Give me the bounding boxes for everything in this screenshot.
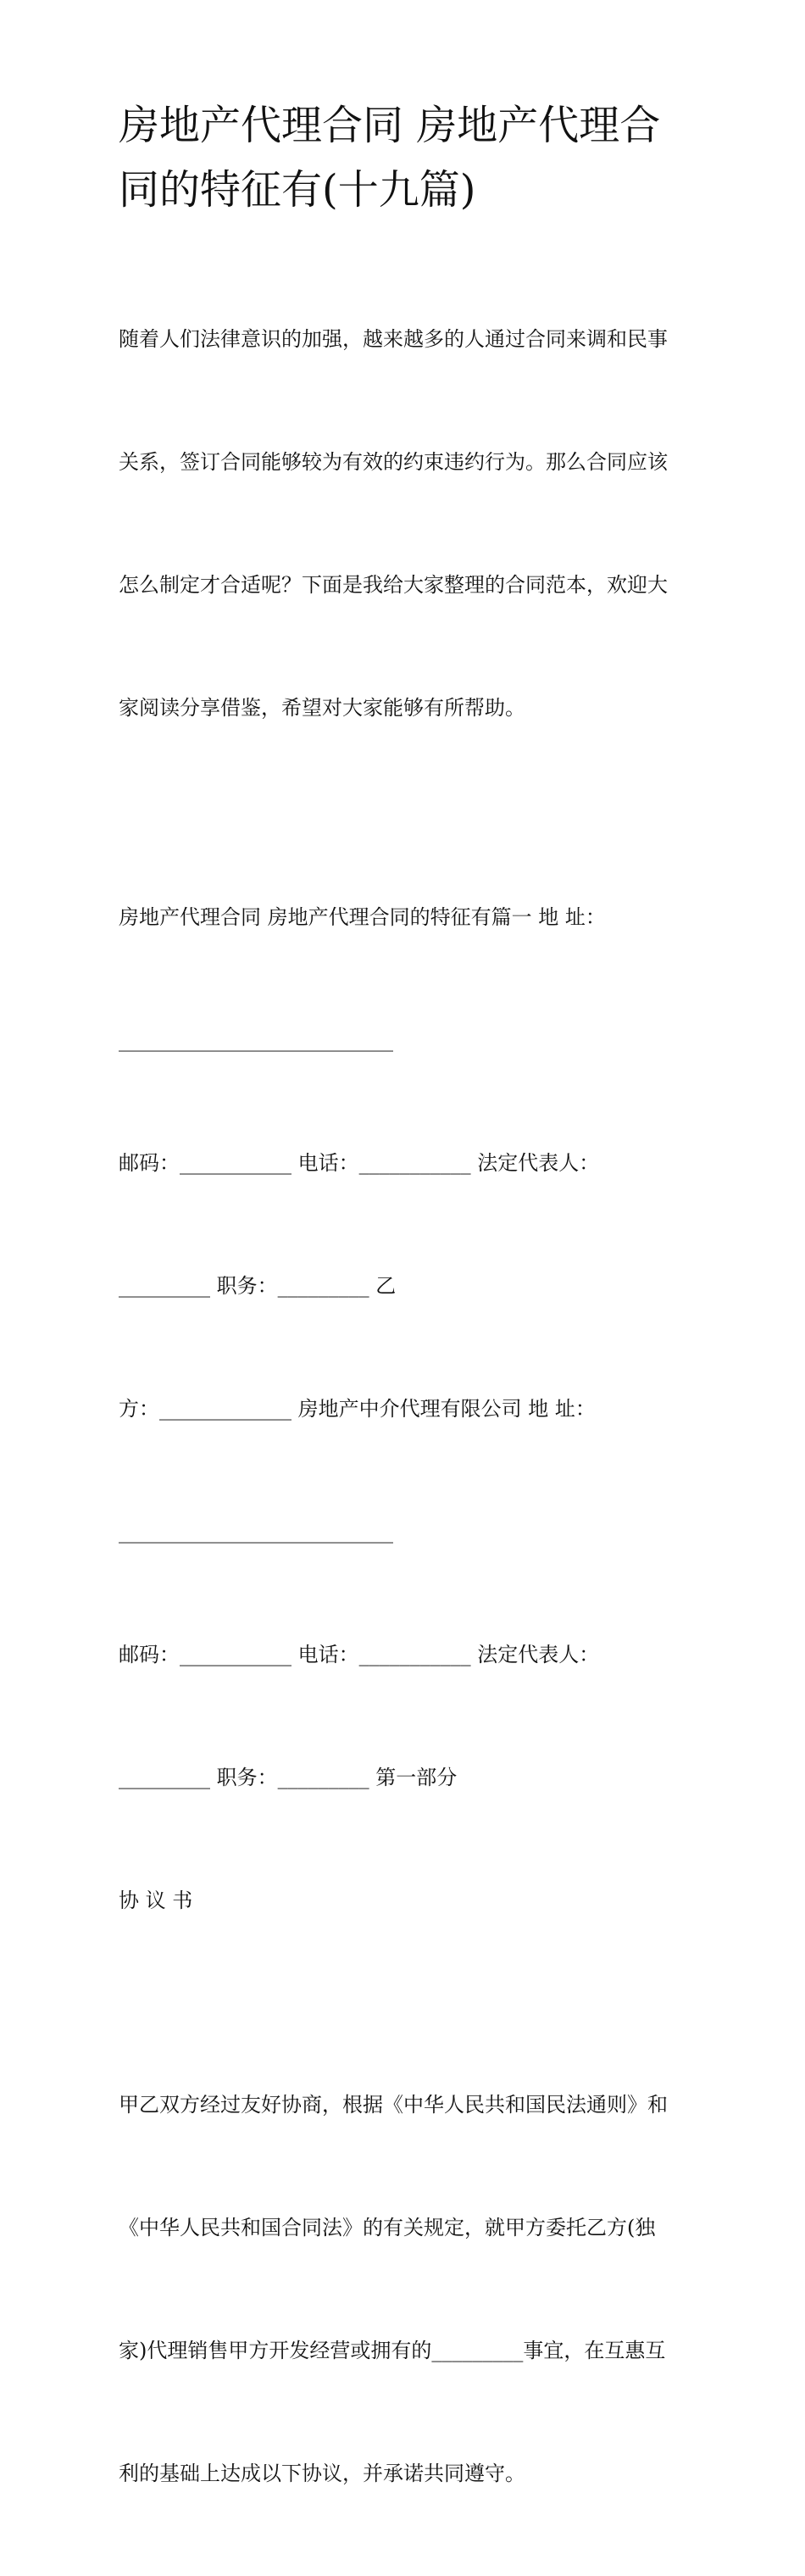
- agreement-line: 《中华人民共和国合同法》的有关规定，就甲方委托乙方(独: [119, 2216, 656, 2239]
- section-heading: 协 议 书: [119, 1889, 193, 1912]
- form-line: 方：_____________ 房地产中介代理有限公司 地 址：: [119, 1397, 596, 1421]
- agreement-line: 甲乙双方经过友好协商，根据《中华人民共和国民法通则》和: [119, 2093, 668, 2117]
- intro-line: 怎么制定才合适呢？下面是我给大家整理的合同范本，欢迎大: [119, 573, 668, 597]
- form-line: 房地产代理合同 房地产代理合同的特征有篇一 地 址：: [119, 905, 606, 929]
- form-line: 邮码：___________ 电话：___________ 法定代表人：: [119, 1643, 600, 1666]
- form-line: _________ 职务：_________ 乙: [119, 1274, 397, 1298]
- title-line-1: 房地产代理合同 房地产代理合: [119, 102, 661, 149]
- form-line: 邮码：___________ 电话：___________ 法定代表人：: [119, 1151, 600, 1175]
- agreement-line: 利的基础上达成以下协议，并承诺共同遵守。: [119, 2462, 525, 2485]
- contract-form-fields: [119, 815, 695, 2003]
- intro-paragraph: [119, 237, 695, 810]
- form-line: ___________________________: [119, 1520, 393, 1544]
- agreement-paragraph: [119, 2003, 695, 2576]
- title-line-2: 同的特征有(十九篇): [119, 166, 476, 214]
- document-page: [119, 93, 695, 2576]
- agreement-line: 家)代理销售甲方开发经营或拥有的_________事宜，在互惠互: [119, 2339, 666, 2362]
- form-line: _________ 职务：_________ 第一部分: [119, 1766, 458, 1789]
- intro-line: 家阅读分享借鉴，希望对大家能够有所帮助。: [119, 696, 525, 720]
- form-line: ___________________________: [119, 1028, 393, 1052]
- intro-line: 关系，签订合同能够较为有效的约束违约行为。那么合同应该: [119, 450, 668, 474]
- intro-line: 随着人们法律意识的加强，越来越多的人通过合同来调和民事: [119, 327, 668, 351]
- document-title: [119, 93, 695, 222]
